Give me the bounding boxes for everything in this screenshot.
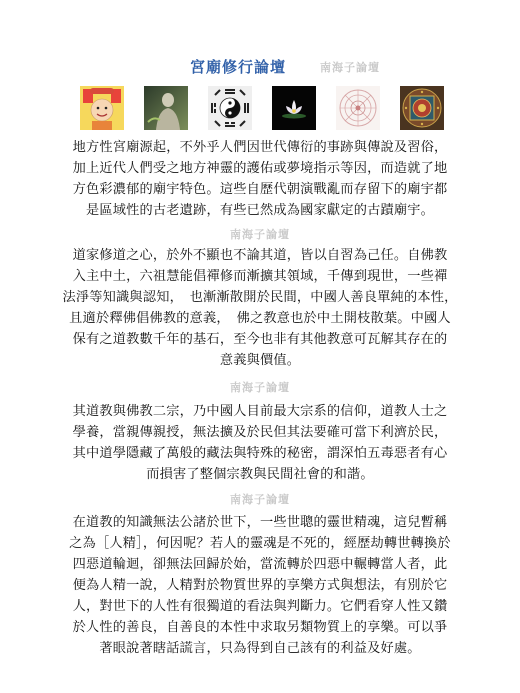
forum-signature: 南海子論壇 xyxy=(320,61,380,74)
section-divider: 南海子論壇 xyxy=(230,381,290,394)
paragraph-line: 其中道學隱藏了萬般的藏法與特殊的秘密，謂深怕五毒惡者有心 xyxy=(72,446,448,461)
paragraph-line: 加上近代人們受之地方神靈的護佑或夢境指示等因，而造就了地 xyxy=(72,161,448,176)
paragraph-3 xyxy=(10,401,510,485)
page-title: 宮廟修行論壇 xyxy=(190,58,287,76)
thangka-mandala-image xyxy=(400,86,444,130)
paragraph-line: 人，對世下的人性有很獨道的看法與判斷力。它們看穿人性又鑽 xyxy=(72,599,448,614)
section-divider: 南海子論壇 xyxy=(230,493,290,506)
paragraph-2 xyxy=(10,245,510,371)
mandala-circle-image xyxy=(336,86,380,130)
paragraph-4 xyxy=(10,512,510,659)
paragraph-line: 學養，當親傳親授，無法擴及於民但其法要確可當下利濟於民， xyxy=(72,425,448,440)
cartoon-monk-image xyxy=(80,86,124,130)
paragraph-line: 之為［人精］，何因呢？若人的靈魂是不死的，經歷劫轉世轉換於 xyxy=(69,536,451,551)
lotus-flower-image xyxy=(272,86,316,130)
paragraph-line: 且適於釋佛倡佛教的意義， 佛之教意也於中土開枝散葉。中國人 xyxy=(69,311,451,326)
paragraph-line: 保有之道教數千年的基石，至今也非有其他教意可瓦解其存在的 xyxy=(72,332,448,347)
paragraph-line: 而損害了整個宗教與民間社會的和諧。 xyxy=(146,467,374,482)
section-divider: 南海子論壇 xyxy=(230,228,290,241)
bagua-taiji-image xyxy=(208,86,252,130)
buddha-statue-image xyxy=(144,86,188,130)
paragraph-line: 意義與價值。 xyxy=(219,353,301,368)
page-header xyxy=(0,56,520,80)
paragraph-line: 方色彩濃郁的廟宇特色。這些自歷代朝演戰亂而存留下的廟宇都 xyxy=(72,182,448,197)
paragraph-line: 在道教的知識無法公諸於世下，一些世聰的靈世精魂，這兒暫稱 xyxy=(72,515,448,530)
paragraph-line: 法淨等知識與認知， 也漸漸散開於民間，中國人善良單純的本性， xyxy=(62,290,458,305)
paragraph-line: 四惡道輪迴，卻無法回歸於始，當流轉於四惡中輾轉當人者，此 xyxy=(72,557,448,572)
paragraph-line: 是區域性的古老遺跡，有些已然成為國家獻定的古蹟廟宇。 xyxy=(85,203,435,218)
paragraph-line: 著眼說著瞎話謊言，只為得到自己該有的利益及好處。 xyxy=(99,641,421,656)
image-strip xyxy=(80,86,440,132)
paragraph-line: 其道教與佛教二宗，乃中國人目前最大宗系的信仰，道教人士之 xyxy=(72,404,448,419)
paragraph-line: 地方性宮廟源起，不外乎人們因世代傳衍的事跡與傳說及習俗， xyxy=(72,140,448,155)
paragraph-line: 道家修道之心，於外不顯也不論其道，皆以自習為己任。自佛教 xyxy=(72,248,448,263)
paragraph-line: 入主中土，六祖慧能倡禪修而漸擴其領域，千傳到現世，一些禪 xyxy=(72,269,448,284)
paragraph-line: 便為人精一說，人精對於物質世界的享樂方式與想法，有別於它 xyxy=(72,578,448,593)
paragraph-1 xyxy=(10,137,510,221)
paragraph-line: 於人性的善良，自善良的本性中求取另類物質上的享樂。可以爭 xyxy=(72,620,448,635)
